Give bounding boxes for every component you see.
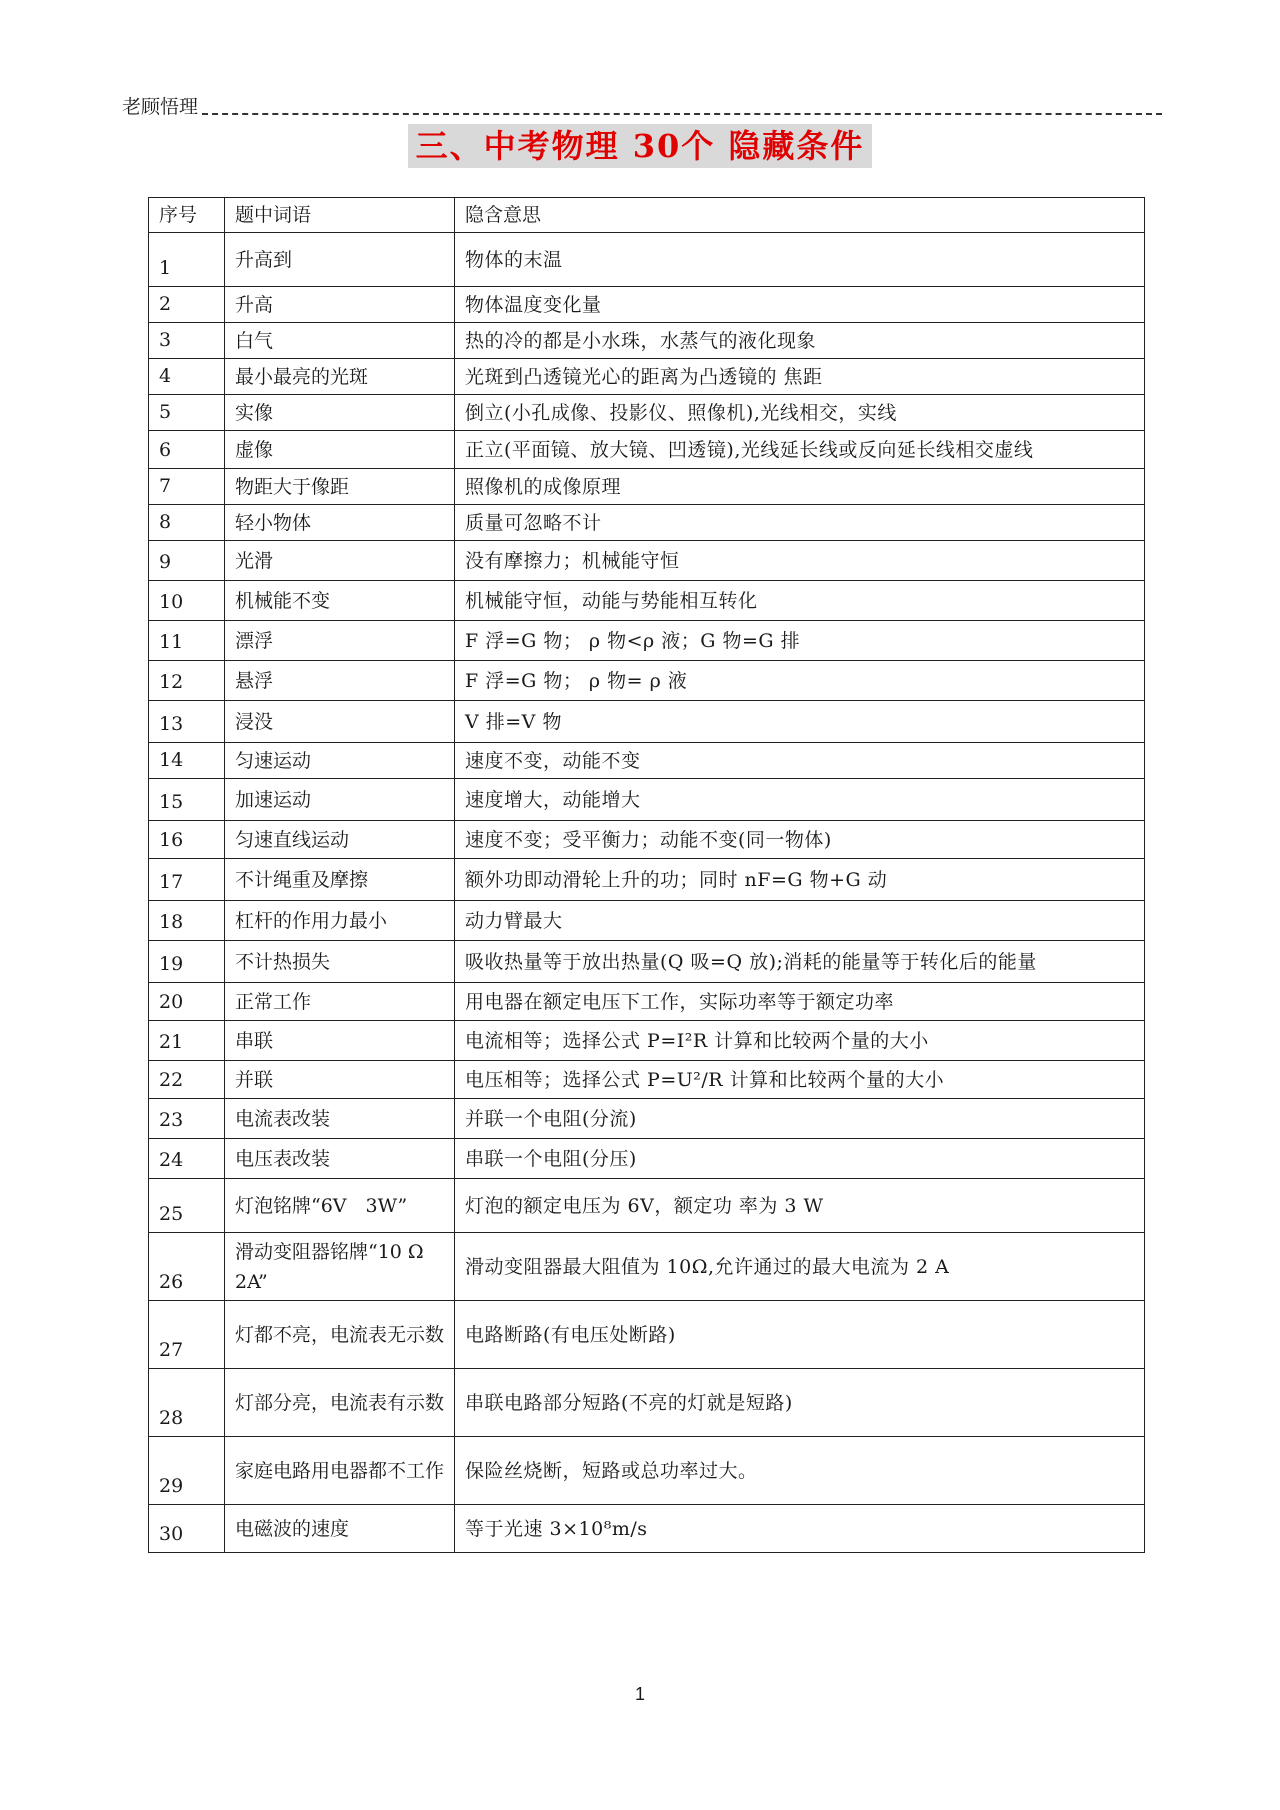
row-meaning: 保险丝烧断，短路或总功率过大。 xyxy=(455,1437,1145,1505)
row-meaning: 电路断路(有电压处断路) xyxy=(455,1301,1145,1369)
table-row xyxy=(149,621,1145,661)
table-row xyxy=(149,323,1145,359)
row-term: 滑动变阻器铭牌“10 Ω 2A” xyxy=(225,1233,455,1301)
table-row xyxy=(149,469,1145,505)
table-row xyxy=(149,431,1145,469)
row-meaning: 质量可忽略不计 xyxy=(455,505,1145,541)
row-number: 3 xyxy=(149,323,225,359)
row-term: 电流表改装 xyxy=(225,1099,455,1139)
row-number: 13 xyxy=(149,701,225,743)
row-meaning: 吸收热量等于放出热量(Q 吸=Q 放);消耗的能量等于转化后的能量 xyxy=(455,941,1145,983)
row-term: 漂浮 xyxy=(225,621,455,661)
conditions-table xyxy=(148,197,1145,1553)
column-header-term: 题中词语 xyxy=(225,198,455,233)
table-row xyxy=(149,359,1145,395)
table-body xyxy=(149,233,1145,1553)
table-row xyxy=(149,1301,1145,1369)
table-row xyxy=(149,1437,1145,1505)
row-meaning: 物体温度变化量 xyxy=(455,287,1145,323)
row-meaning: 灯泡的额定电压为 6V，额定功 率为 3 W xyxy=(455,1179,1145,1233)
row-term: 实像 xyxy=(225,395,455,431)
row-term: 电磁波的速度 xyxy=(225,1505,455,1553)
row-meaning: 串联电路部分短路(不亮的灯就是短路) xyxy=(455,1369,1145,1437)
row-meaning: 电压相等；选择公式 P=U²/R 计算和比较两个量的大小 xyxy=(455,1061,1145,1099)
row-term: 杠杆的作用力最小 xyxy=(225,901,455,941)
table-row xyxy=(149,661,1145,701)
row-meaning: 速度不变，动能不变 xyxy=(455,743,1145,779)
table-row xyxy=(149,581,1145,621)
row-term: 最小最亮的光斑 xyxy=(225,359,455,395)
row-number: 27 xyxy=(149,1301,225,1369)
row-number: 24 xyxy=(149,1139,225,1179)
row-meaning: 正立(平面镜、放大镜、凹透镜),光线延长线或反向延长线相交虚线 xyxy=(455,431,1145,469)
row-term: 光滑 xyxy=(225,541,455,581)
table-row xyxy=(149,779,1145,821)
row-meaning: 机械能守恒，动能与势能相互转化 xyxy=(455,581,1145,621)
row-term: 并联 xyxy=(225,1061,455,1099)
row-number: 18 xyxy=(149,901,225,941)
row-term: 灯泡铭牌“6V 3W” xyxy=(225,1179,455,1233)
conditions-table-wrap xyxy=(148,197,1144,1553)
row-term: 正常工作 xyxy=(225,983,455,1021)
row-number: 5 xyxy=(149,395,225,431)
row-number: 15 xyxy=(149,779,225,821)
row-meaning: 倒立(小孔成像、投影仪、照像机),光线相交，实线 xyxy=(455,395,1145,431)
row-number: 1 xyxy=(149,233,225,287)
row-meaning: 光斑到凸透镜光心的距离为凸透镜的 焦距 xyxy=(455,359,1145,395)
table-row xyxy=(149,1021,1145,1061)
row-number: 14 xyxy=(149,743,225,779)
table-row xyxy=(149,1179,1145,1233)
table-row xyxy=(149,983,1145,1021)
table-row xyxy=(149,743,1145,779)
row-term: 加速运动 xyxy=(225,779,455,821)
page-header xyxy=(122,92,1162,118)
row-meaning: 额外功即动滑轮上升的功；同时 nF=G 物+G 动 xyxy=(455,859,1145,901)
row-term: 白气 xyxy=(225,323,455,359)
row-number: 10 xyxy=(149,581,225,621)
row-term: 浸没 xyxy=(225,701,455,743)
row-meaning: 电流相等；选择公式 P=I²R 计算和比较两个量的大小 xyxy=(455,1021,1145,1061)
row-number: 29 xyxy=(149,1437,225,1505)
table-row xyxy=(149,859,1145,901)
row-term: 灯部分亮，电流表有示数 xyxy=(225,1369,455,1437)
row-meaning: 串联一个电阻(分压) xyxy=(455,1139,1145,1179)
row-term: 轻小物体 xyxy=(225,505,455,541)
row-meaning: F 浮=G 物； ρ 物<ρ 液；G 物=G 排 xyxy=(455,621,1145,661)
row-term: 升高到 xyxy=(225,233,455,287)
row-number: 21 xyxy=(149,1021,225,1061)
table-row xyxy=(149,1139,1145,1179)
row-number: 20 xyxy=(149,983,225,1021)
row-number: 28 xyxy=(149,1369,225,1437)
row-meaning: F 浮=G 物； ρ 物= ρ 液 xyxy=(455,661,1145,701)
page-number: 1 xyxy=(634,1684,645,1704)
row-meaning: 速度增大，动能增大 xyxy=(455,779,1145,821)
row-number: 26 xyxy=(149,1233,225,1301)
row-number: 2 xyxy=(149,287,225,323)
row-meaning: 动力臂最大 xyxy=(455,901,1145,941)
table-row xyxy=(149,505,1145,541)
table-row xyxy=(149,1061,1145,1099)
row-number: 12 xyxy=(149,661,225,701)
title-wrap xyxy=(0,124,1280,168)
row-term: 物距大于像距 xyxy=(225,469,455,505)
column-header-meaning: 隐含意思 xyxy=(455,198,1145,233)
row-meaning: 用电器在额定电压下工作，实际功率等于额定功率 xyxy=(455,983,1145,1021)
row-meaning: 滑动变阻器最大阻值为 10Ω,允许通过的最大电流为 2 A xyxy=(455,1233,1145,1301)
row-meaning: 照像机的成像原理 xyxy=(455,469,1145,505)
row-number: 30 xyxy=(149,1505,225,1553)
row-term: 串联 xyxy=(225,1021,455,1061)
row-number: 25 xyxy=(149,1179,225,1233)
column-header-number: 序号 xyxy=(149,198,225,233)
row-term: 家庭电路用电器都不工作 xyxy=(225,1437,455,1505)
row-meaning: 等于光速 3×10⁸m/s xyxy=(455,1505,1145,1553)
table-row xyxy=(149,701,1145,743)
table-header-row xyxy=(149,198,1145,233)
row-number: 19 xyxy=(149,941,225,983)
row-term: 电压表改装 xyxy=(225,1139,455,1179)
table-row xyxy=(149,1369,1145,1437)
table-row xyxy=(149,901,1145,941)
table-row xyxy=(149,1233,1145,1301)
row-term: 灯都不亮，电流表无示数 xyxy=(225,1301,455,1369)
row-term: 匀速直线运动 xyxy=(225,821,455,859)
row-term: 不计绳重及摩擦 xyxy=(225,859,455,901)
row-number: 11 xyxy=(149,621,225,661)
table-row xyxy=(149,1505,1145,1553)
row-number: 4 xyxy=(149,359,225,395)
row-number: 23 xyxy=(149,1099,225,1139)
row-number: 7 xyxy=(149,469,225,505)
table-row xyxy=(149,1099,1145,1139)
row-meaning: V 排=V 物 xyxy=(455,701,1145,743)
row-number: 8 xyxy=(149,505,225,541)
row-meaning: 速度不变；受平衡力；动能不变(同一物体) xyxy=(455,821,1145,859)
row-meaning: 没有摩擦力；机械能守恒 xyxy=(455,541,1145,581)
row-number: 16 xyxy=(149,821,225,859)
row-meaning: 并联一个电阻(分流) xyxy=(455,1099,1145,1139)
row-term: 不计热损失 xyxy=(225,941,455,983)
table-row xyxy=(149,395,1145,431)
header-dashed-rule xyxy=(202,113,1162,115)
table-row xyxy=(149,233,1145,287)
table-row xyxy=(149,287,1145,323)
header-author: 老顾悟理 xyxy=(122,96,199,118)
row-term: 升高 xyxy=(225,287,455,323)
table-row xyxy=(149,941,1145,983)
row-term: 匀速运动 xyxy=(225,743,455,779)
row-number: 17 xyxy=(149,859,225,901)
page-title: 三、中考物理 30个 隐藏条件 xyxy=(408,124,873,168)
table-row xyxy=(149,541,1145,581)
table-row xyxy=(149,821,1145,859)
row-term: 悬浮 xyxy=(225,661,455,701)
row-term: 机械能不变 xyxy=(225,581,455,621)
row-meaning: 热的冷的都是小水珠，水蒸气的液化现象 xyxy=(455,323,1145,359)
row-term: 虚像 xyxy=(225,431,455,469)
row-number: 9 xyxy=(149,541,225,581)
row-number: 6 xyxy=(149,431,225,469)
row-number: 22 xyxy=(149,1061,225,1099)
row-meaning: 物体的末温 xyxy=(455,233,1145,287)
